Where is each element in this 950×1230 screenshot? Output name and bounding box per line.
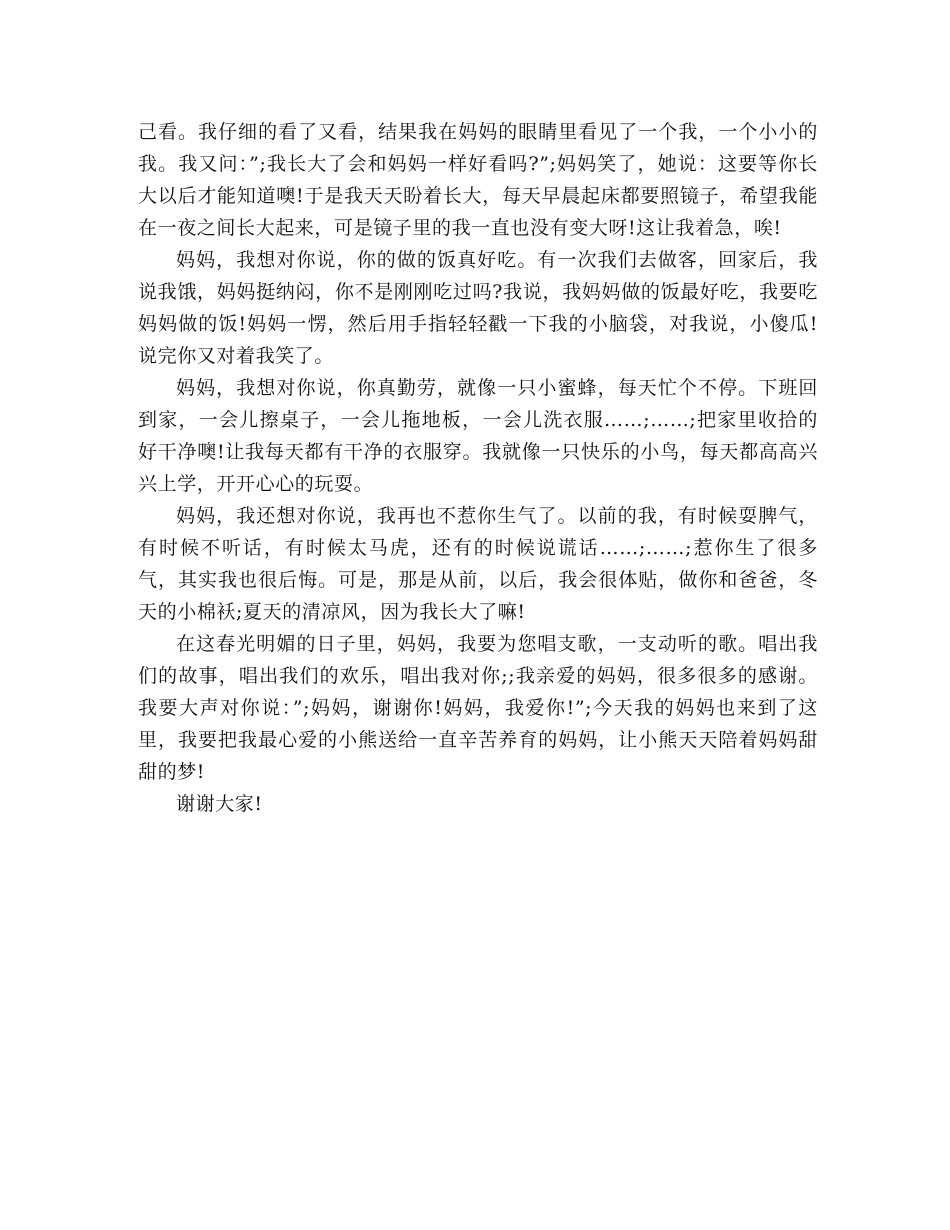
paragraph-song: 在这春光明媚的日子里，妈妈，我要为您唱支歌，一支动听的歌。唱出我们的故事，唱出我们的欢乐，唱出我对你;;我亲爱的妈妈，很多很多的感谢。我要大声对你说：”;妈妈，谢谢你!妈妈，我爱你!”;今天我的妈妈也来到了这里，我要把我最心爱的小熊送给一直辛苦养育的妈妈，让小熊天天陪着妈妈甜甜的梦! (138, 633, 818, 783)
paragraph-cooking: 妈妈，我想对你说，你的做的饭真好吃。有一次我们去做客，回家后，我说我饿，妈妈挺纳闷，你不是刚刚吃过吗?我说，我妈妈做的饭最好吃，我要吃妈妈做的饭!妈妈一愣，然后用手指轻轻戳一下我的小脑袋，对我说，小傻瓜!说完你又对着我笑了。 (138, 249, 818, 367)
paragraph-thanks: 谢谢大家! (176, 793, 263, 815)
paragraph-continuation: 己看。我仔细的看了又看，结果我在妈妈的眼睛里看见了一个我，一个小小的我。我又问：”;我长大了会和妈妈一样好看吗?”;妈妈笑了，她说：这要等你长大以后才能知道噢!于是我天天盼着长大，每天早晨起床都要照镜子，希望我能在一夜之间长大起来，可是镜子里的我一直也没有变大呀!这让我着急，唉! (138, 121, 818, 239)
paragraph-diligence: 妈妈，我想对你说，你真勤劳，就像一只小蜜蜂，每天忙个不停。下班回到家，一会儿擦桌子，一会儿拖地板，一会儿洗衣服……;……;把家里收拾的好干净噢!让我每天都有干净的衣服穿。我就像一只快乐的小鸟，每天都高高兴兴上学，开开心心的玩耍。 (138, 377, 818, 495)
paragraph-promise: 妈妈，我还想对你说，我再也不惹你生气了。以前的我，有时候耍脾气，有时候不听话，有时候太马虎，还有的时候说谎话……;……;惹你生了很多气，其实我也很后悔。可是，那是从前，以后，我会很体贴，做你和爸爸，冬天的小棉袄;夏天的清凉风，因为我长大了嘛! (138, 505, 818, 623)
document-body (138, 116, 818, 820)
